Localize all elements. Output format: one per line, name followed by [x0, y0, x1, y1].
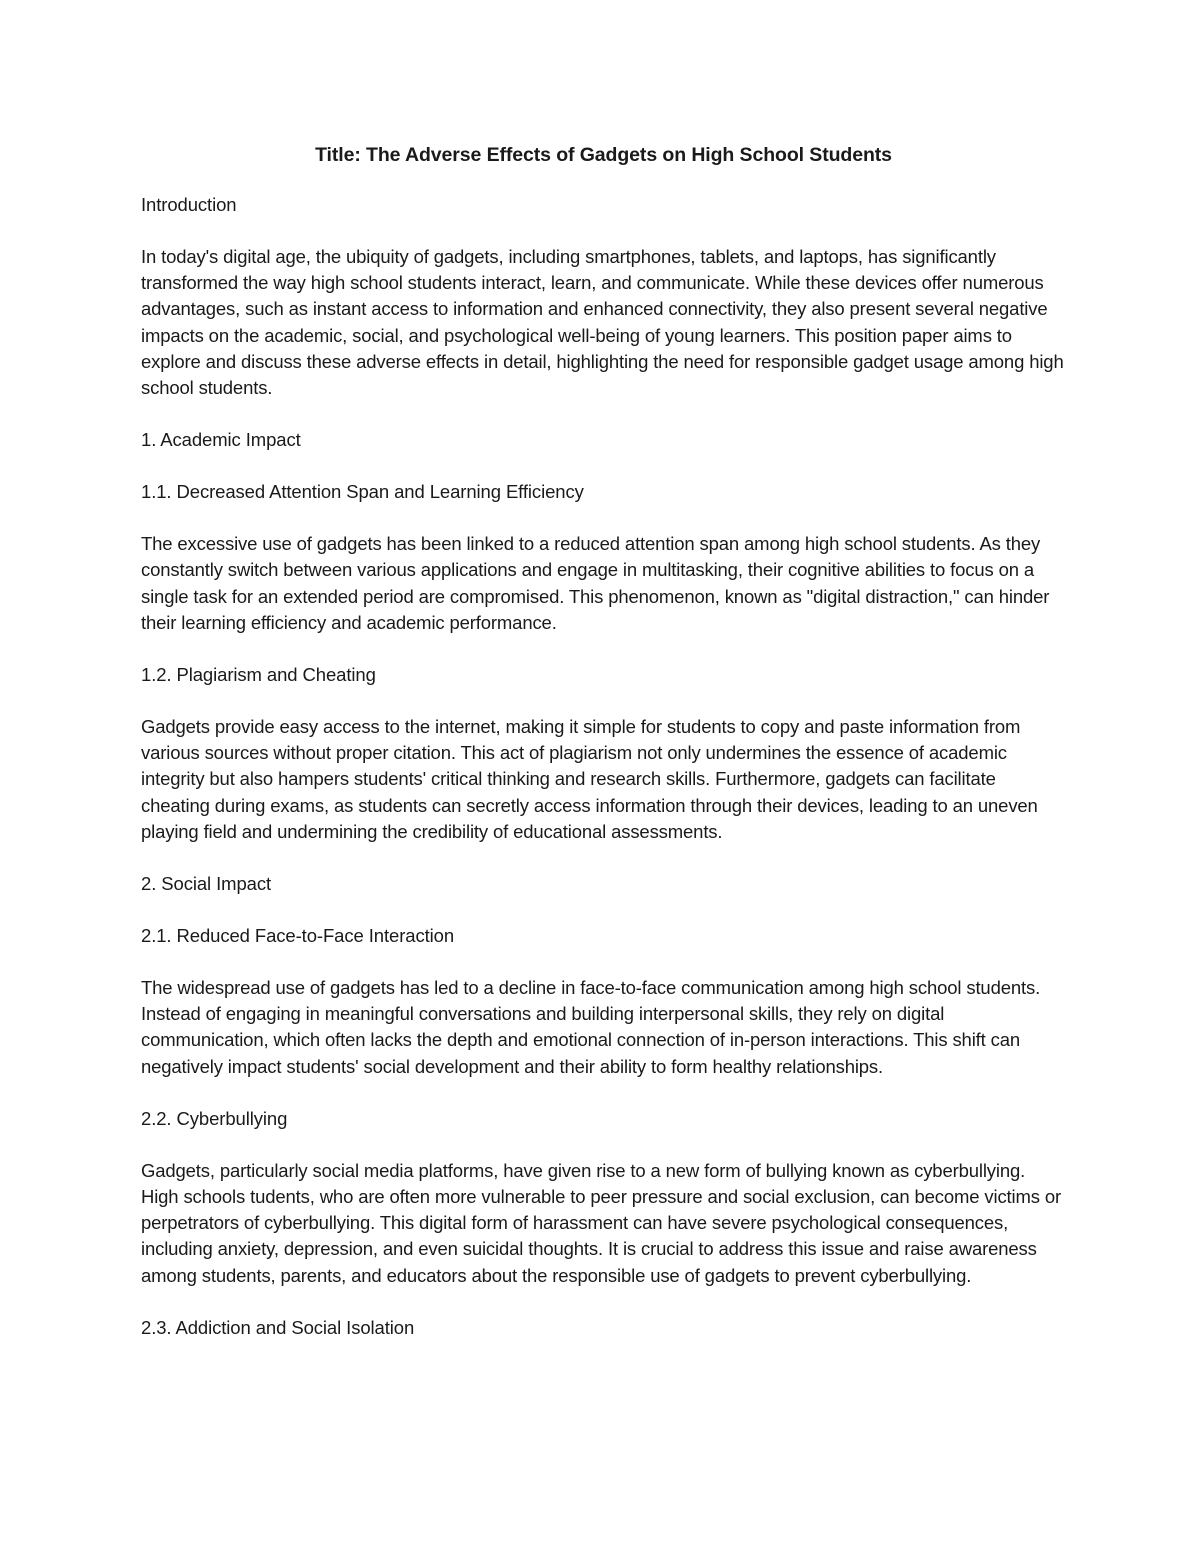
- section-2-heading: 2. Social Impact: [141, 873, 272, 895]
- section-1-1-heading: 1.1. Decreased Attention Span and Learning Efficiency: [141, 481, 584, 503]
- section-1-2-paragraph: Gadgets provide easy access to the internet, making it simple for students to copy and paste information from various sources without proper citation. This act of plagiarism not only undermines the essence of academic integrity but also hampers students' critical thinking and research skills. Furthermore, gadgets can facilitate cheating during exams, as students can secretly access information through their devices, leading to an uneven playing field and undermining the credibility of educational assessments.: [141, 716, 1038, 842]
- intro-heading: Introduction: [141, 194, 237, 215]
- section-2-2-heading: 2.2. Cyberbullying: [141, 1107, 288, 1129]
- section-2-1-heading: 2.1. Reduced Face-to-Face Interaction: [141, 925, 455, 947]
- section-1-2-heading: 1.2. Plagiarism and Cheating: [141, 664, 376, 686]
- document-title: Title: The Adverse Effects of Gadgets on High School Students: [315, 144, 892, 166]
- section-1-1-paragraph: The excessive use of gadgets has been linked to a reduced attention span among high school students. As they constantly switch between various applications and engage in multitasking, their cognitive abilities to focus on a single task for an extended period are compromised. This phenomenon, known as "digital distraction," can hinder their learning efficiency and academic performance.: [141, 533, 1050, 633]
- section-2-3-heading: 2.3. Addiction and Social Isolation: [141, 1316, 415, 1338]
- section-2-2-paragraph: Gadgets, particularly social media platforms, have given rise to a new form of bullying known as cyberbullying. High schools tudents, who are often more vulnerable to peer pressure and social exclusion, can become victims or perpetrators of cyberbullying. This digital form of harassment can have severe psychological consequences, including anxiety, depression, and even suicidal thoughts. It is crucial to address this issue and raise awareness among students, parents, and educators about the responsible use of gadgets to prevent cyberbullying.: [141, 1159, 1061, 1286]
- section-2-1-paragraph: The widespread use of gadgets has led to a decline in face-to-face communication among high school students. Instead of engaging in meaningful conversations and building interpersonal skills, they rely on digital communication, which often lacks the depth and emotional connection of in-person interactions. This shift can negatively impact students' social development and their ability to form healthy relationships.: [141, 977, 1041, 1077]
- section-1-heading: 1. Academic Impact: [141, 429, 301, 451]
- document-page: [141, 140, 1066, 1520]
- intro-paragraph: In today's digital age, the ubiquity of gadgets, including smartphones, tablets, and laptops, has significantly transformed the way high school students interact, learn, and communicate. While these devices offer numerous advantages, such as instant access to information and enhanced connectivity, they also present several negative impacts on the academic, social, and psychological well-being of young learners. This position paper aims to explore and discuss these adverse effects in detail, highlighting the need for responsible gadget usage among high school students.: [141, 246, 1064, 399]
